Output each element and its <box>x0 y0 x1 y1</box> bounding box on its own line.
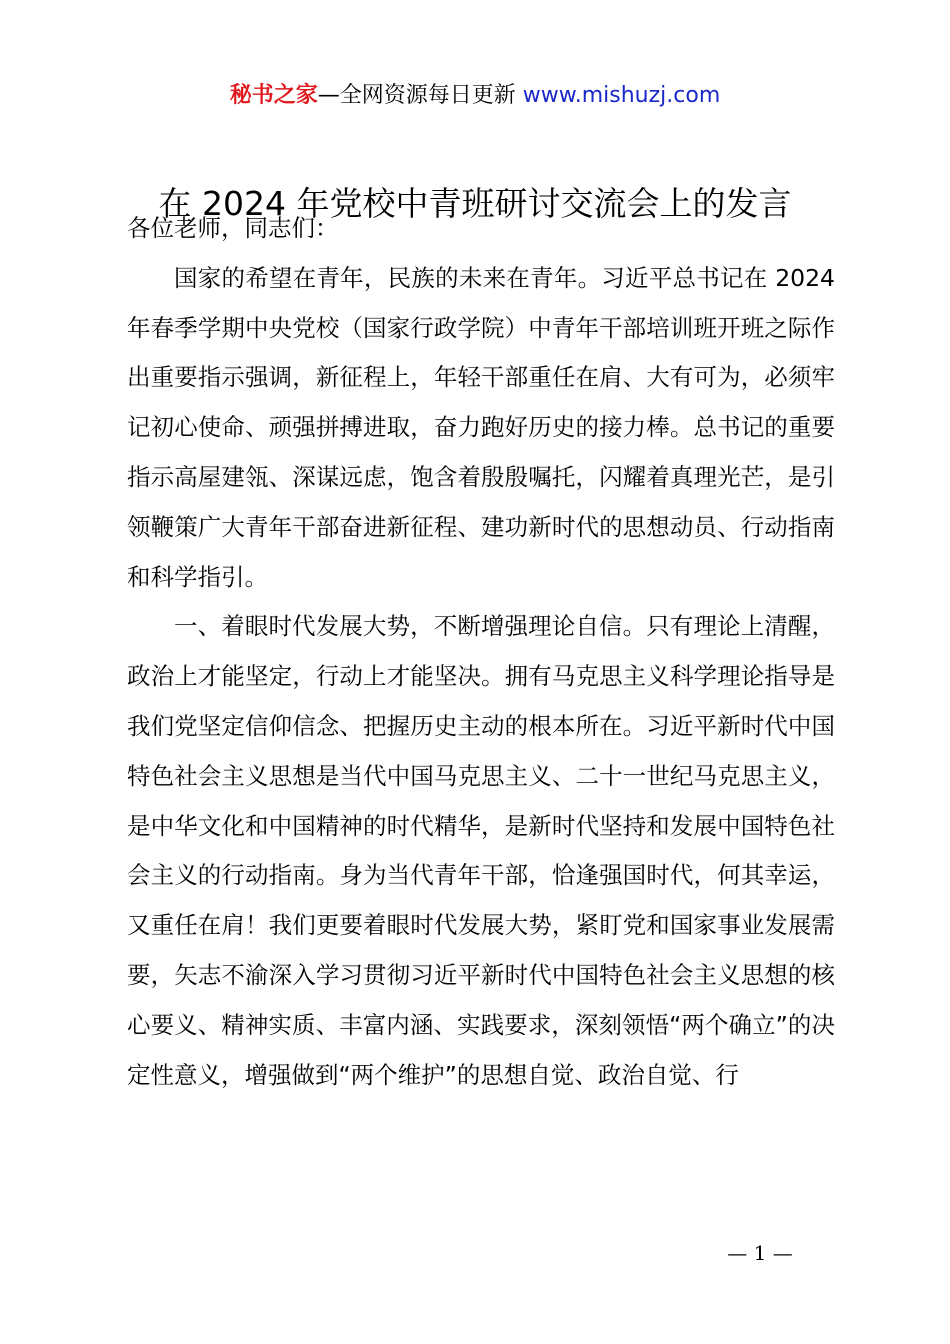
page-number: — 1 — <box>727 1241 793 1265</box>
paragraph-2: 一、着眼时代发展大势，不断增强理论自信。只有理论上清醒，政治上才能坚定，行动上才能坚决。拥有马克思主义科学理论指导是我们党坚定信仰信念、把握历史主动的根本所在。习近平新时代中国特色社会主义思想是当代中国马克思主义、二十一世纪马克思主义，是中华文化和中国精神的时代精华，是新时代坚持和发展中国特色社会主义的行动指南。身为当代青年干部，恰逢强国时代，何其幸运，又重任在肩！我们更要着眼时代发展大势，紧盯党和国家事业发展需要，矢志不渝深入学习贯彻习近平新时代中国特色社会主义思想的核心要义、精神实质、丰富内涵、实践要求，深刻领悟“两个确立”的决定性意义，增强做到“两个维护”的思想自觉、政治自觉、行 <box>127 612 835 1089</box>
site-url-link[interactable]: www.mishuzj.com <box>522 83 721 108</box>
site-tagline: —全网资源每日更新 <box>317 83 523 108</box>
document-body <box>127 204 835 1100</box>
site-header <box>0 80 950 112</box>
document-title: 在 2024 年党校中青班研讨交流会上的发言 <box>158 184 792 223</box>
salutation: 各位老师，同志们： <box>127 214 339 242</box>
paragraph-1: 国家的希望在青年，民族的未来在青年。习近平总书记在 2024 年春季学期中央党校（国家行政学院）中青年干部培训班开班之际作出重要指示强调，新征程上，年轻干部重任在肩、大有可为，必须牢记初心使命、顽强拼搏进取，奋力跑好历史的接力棒。总书记的重要指示高屋建瓴、深谋远虑，饱含着殷殷嘱托，闪耀着真理光芒，是引领鞭策广大青年干部奋进新征程、建功新时代的思想动员、行动指南和科学指引。 <box>127 263 835 591</box>
site-brand: 秘书之家 <box>229 83 318 108</box>
